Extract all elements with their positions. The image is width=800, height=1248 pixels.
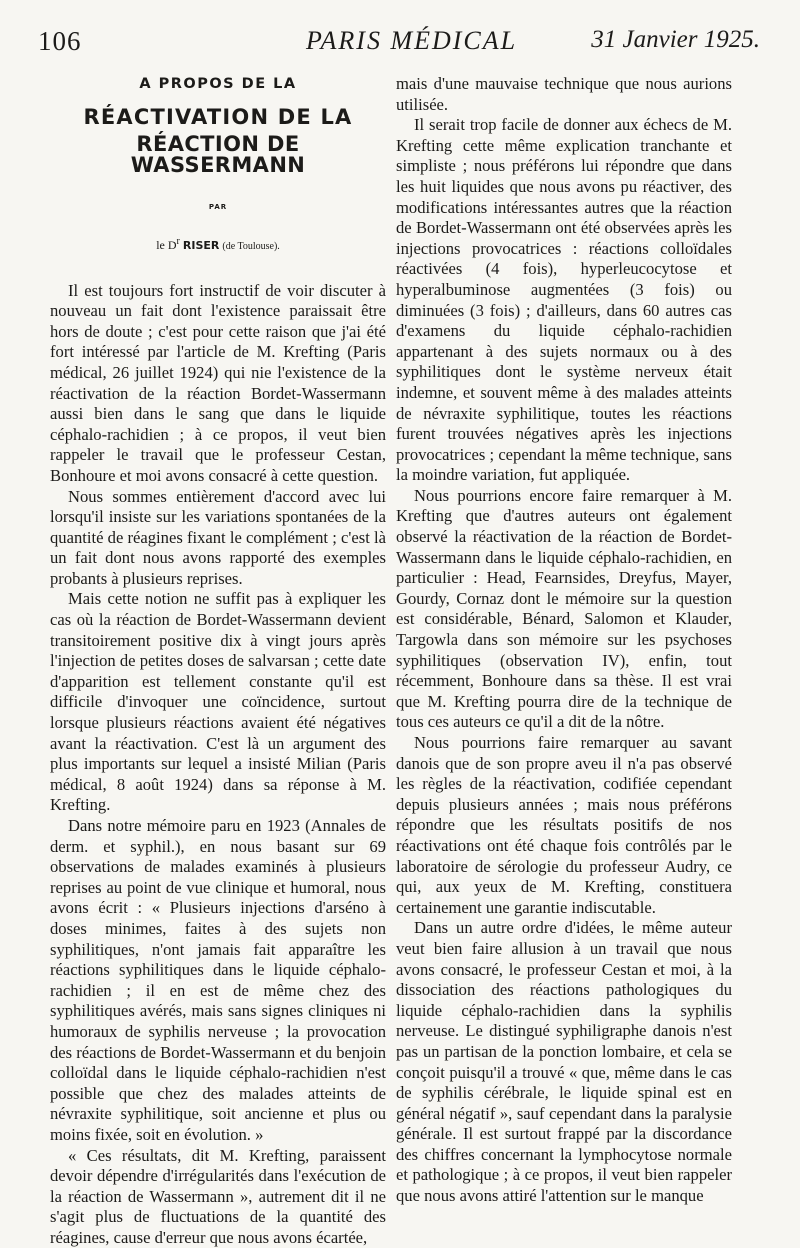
paragraph: Il serait trop facile de donner aux échecs de M. Krefting cette même explication tranchante et simpliste ; nous préférons lui répondre que dans les huit liquides que nous avons pu réactiver, des modifications intéressantes autres que la réaction de Bordet-Wassermann ont été observées après les injections provocatrices : réactions colloïdales réactivées (4 fois), hyperleucocytose et hyperalbuminose augmentées (3 fois) ou diminuées (3 fois) ; d'ailleurs, dans 60 autres cas d'examens du liquide céphalo-rachidien appartenant à des sujets normaux ou à des syphilitiques dont le système nerveux était indemne, et souvent même à des malades atteints de névraxite syphilitique, toutes les réactions furent trouvées négatives après les injections provocatrices ; cependant la même technique, sans la moindre variation, fut appliquée.: [396, 115, 732, 486]
right-column: [396, 74, 732, 1207]
page-header: [38, 26, 760, 66]
paragraph: Dans un autre ordre d'idées, le même auteur veut bien faire allusion à un travail que nous avons consacré, le professeur Cestan et moi, à la dissociation des réactions pathologiques du liquide céphalo-rachidien dans la syphilis nerveuse. Le distingué syphiligraphe danois n'est pas un partisan de la ponction lombaire, et cela se conçoit puisqu'il a trouvé « que, même dans le cas de syphilis cérébrale, le liquide spinal est en général négatif », sauf cependant dans la paralysie générale. Il est surtout frappé par la discordance des chiffres concernant la lymphocytose normale et pathologique ; à ce propos, il veut bien rappeler que nous avons attiré l'attention sur le manque: [396, 918, 732, 1206]
page-number: 106: [38, 26, 82, 57]
paragraph-continuation: mais d'une mauvaise technique que nous aurions utilisée.: [396, 74, 732, 115]
paragraph: « Ces résultats, dit M. Krefting, paraissent devoir dépendre d'irrégularités dans l'exécution de la réaction de Wassermann », autrement dit il ne s'agit plus de fluctuations de la quantité des réagines, cause d'erreur que nous avons écartée,: [50, 1146, 386, 1248]
author-prefix: le D: [156, 238, 176, 252]
article-title-line-3: RÉACTION DE WASSERMANN: [50, 134, 386, 175]
issue-date: 31 Janvier 1925.: [591, 26, 760, 54]
author-prefix-sup: r: [177, 236, 180, 247]
article-title-line-2: RÉACTIVATION DE LA: [50, 107, 386, 128]
author-line: [50, 232, 386, 258]
article-title-line-1: A PROPOS DE LA: [50, 74, 386, 95]
paragraph: Il est toujours fort instructif de voir discuter à nouveau un fait dont l'existence paraissait être hors de doute ; c'est pour cette raison que j'ai été fort intéressé par l'article de M. Krefting (Paris médical, 26 juillet 1924) qui nie l'existence de la réactivation de la réaction Bordet-Wassermann aussi bien dans le sang que dans le liquide céphalo-rachidien ; à ce propos, il veut bien rappeler le travail que le professeur Cestan, Bonhoure et moi avons consacré à cette question.: [50, 281, 386, 487]
author-name: RISER: [183, 239, 219, 252]
paragraph: Nous sommes entièrement d'accord avec lui lorsqu'il insiste sur les variations spontanées de la quantité de réagines fixant le complément ; c'est là un fait dont nous avons rapporté des exemples probants à plusieurs reprises.: [50, 487, 386, 590]
paragraph: Nous pourrions faire remarquer au savant danois que de son propre aveu il n'a pas observé les règles de la réactivation, codifiée cependant depuis plusieurs années ; mais nous préférons répondre que les résultats positifs de nos réactivations ont été chaque fois contrôlés par le laboratoire de sérologie du professeur Audry, ce qui, aux yeux de M. Krefting, constituera certainement une garantie indiscutable.: [396, 733, 732, 918]
author-place: (de Toulouse).: [222, 241, 279, 252]
left-column: [50, 74, 386, 1248]
byline-par: PAR: [50, 197, 386, 218]
journal-title: PARIS MÉDICAL: [306, 26, 517, 56]
paragraph: Dans notre mémoire paru en 1923 (Annales de derm. et syphil.), en nous basant sur 69 observations de malades examinés à plusieurs reprises au point de vue clinique et humoral, nous avons écrit : « Plusieurs injections d'arséno à doses minimes, faites à des sujets non syphilitiques, n'ont jamais fait apparaître les réactions syphilitiques dans le liquide céphalo-rachidien ; il en est de même chez des syphilitiques avérés, mais sans signes cliniques ni humoraux de syphilis nerveuse ; la provocation des réactions de Bordet-Wassermann et du benjoin colloïdal dans le liquide céphalo-rachidien n'est possible que chez des malades atteints de névraxite syphilitique, soit ancienne et plus ou moins fixée, soit en évolution. »: [50, 816, 386, 1146]
paragraph: Mais cette notion ne suffit pas à expliquer les cas où la réaction de Bordet-Wassermann devient transitoirement positive dix à vingt jours après l'injection de petites doses de salvarsan ; cette date d'apparition est tellement constante qu'il est difficile d'invoquer une coïncidence, surtout lorsque plusieurs réactions avaient été négatives avant la réactivation. C'est là un argument des plus importants sur lequel a insisté Milian (Paris médical, 8 août 1924) dans sa réponse à M. Krefting.: [50, 589, 386, 816]
paragraph: Nous pourrions encore faire remarquer à M. Krefting que d'autres auteurs ont également observé la réactivation de la réaction de Bordet-Wassermann dans le liquide céphalo-rachidien, en particulier : Head, Fearnsides, Dreyfus, Mayer, Gourdy, Cornaz dont le mémoire sur la question est considérable, Bénard, Salomon et Klauder, Targowla dans son mémoire sur les psychoses syphilitiques (observation IV), enfin, tout récemment, Bonhoure dans sa thèse. Il est vrai que M. Krefting pourra dire de la technique de tous ces auteurs ce qu'il a dit de la nôtre.: [396, 486, 732, 733]
